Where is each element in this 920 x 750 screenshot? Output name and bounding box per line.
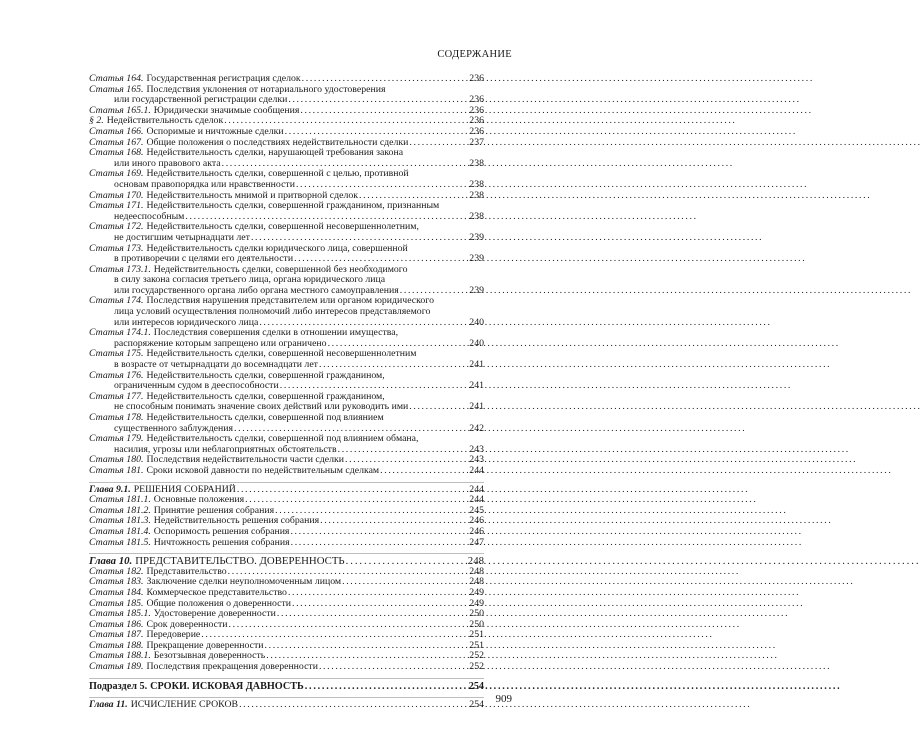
toc-entry-page: 237 [469,136,484,148]
toc-entry-title: Срок доверенности [146,618,228,630]
toc-entry[interactable] [89,74,484,85]
toc-entry-title: в возрасте от четырнадцати до восемнадцати лет [114,359,318,371]
toc-entry-page: 254 [468,680,484,692]
toc-entry-title: распоряжение которым запрещено или ограничено [114,337,327,349]
toc-entry-line [89,413,484,424]
toc-entry-title: или государственного органа либо органа местного самоуправления [114,284,399,296]
toc-entry-title: Юридически значимые сообщения [153,104,300,116]
toc-entry-title: Оспоримость решения собрания [153,525,290,537]
toc-entry-page: 246 [469,515,484,527]
toc-entry[interactable] [89,588,484,599]
toc-entry[interactable] [89,413,484,434]
toc-entry-label: Статья 181.5. [89,536,151,548]
toc-entry-title: недееспособным [114,210,185,222]
toc-entry-title: Недействительность сделки, совершенной несовершеннолетним [146,348,417,360]
page-number: 909 [495,693,512,705]
toc-entry-title: лица условий осуществления полномочий либо интересов представляемого [114,306,431,318]
table-of-contents [89,74,484,711]
toc-entry-title: существенного заблуждения [114,422,234,434]
toc-dot-leader [409,402,468,413]
toc-entry-page: 248 [467,555,484,568]
toc-entry-label: Статья 186. [89,618,144,630]
toc-entry-label: Статья 174.1. [89,327,151,339]
toc-entry-page: 244 [469,464,484,476]
toc-entry-label: Статья 189. [89,661,144,673]
toc-entry-label: Статья 165.1. [89,104,151,116]
toc-entry-label: Статья 167. [89,136,144,148]
toc-entry-page: 249 [469,597,484,609]
toc-entry-line [89,180,484,191]
toc-entry-title: не способным понимать значение своих действий или руководить ими [114,401,409,413]
toc-entry-page: 236 [469,73,484,84]
toc-entry-title: Прекращение доверенности [146,639,264,651]
toc-entry[interactable] [89,662,484,673]
toc-entry-page: 241 [469,401,484,413]
toc-entry-title: Недействительность сделки юридического лица, совершенной [146,242,408,254]
toc-dot-leader [291,538,469,549]
toc-entry-title: Недействительность сделок [106,115,224,127]
toc-entry-label: Статья 171. [89,200,144,212]
toc-entry-page: 239 [469,253,484,265]
toc-entry-page: 244 [469,494,484,506]
toc-entry-title: Недействительность сделки, совершенной под влиянием обмана, [146,433,419,445]
toc-entry-label: Статья 184. [89,586,144,598]
toc-entry-label: Статья 168. [89,147,144,159]
toc-entry[interactable] [89,148,484,169]
toc-entry-title: Последствия недействительности части сделки [146,454,344,466]
toc-entry-label: Статья 164. [89,73,144,84]
toc-entry-title: Недействительность мнимой и притворной сделок [146,189,358,201]
toc-entry-label: Статья 181.3. [89,515,151,527]
toc-entry-page: 236 [469,115,484,127]
toc-entry-title: Недействительность сделки, совершенной гражданином, признанным [146,200,440,212]
toc-entry-title: Общие положения о доверенности [146,597,291,609]
toc-entry-label: Глава 10. [89,555,133,568]
toc-entry[interactable] [89,244,484,265]
toc-entry-title: Недействительность сделки, совершенной гражданином, [146,390,385,402]
toc-entry[interactable] [89,434,484,455]
toc-entry-page: 251 [469,639,484,651]
toc-entry-title: насилия, угрозы или неблагоприятных обстоятельств [114,443,337,455]
toc-entry-page: 244 [469,483,484,495]
toc-entry-page: 238 [469,157,484,169]
toc-entry-title: Недействительность сделки, совершенной с целью, противной [146,168,409,180]
toc-entry-title: РЕШЕНИЯ СОБРАНИЙ [133,483,236,495]
toc-entry-page: 252 [469,661,484,673]
toc-entry-label: Статья 176. [89,369,144,381]
toc-entry-page: 240 [469,316,484,328]
toc-entry-title: Принятие решения собрания [153,504,275,516]
toc-entry-label: Статья 175. [89,348,144,360]
toc-dot-leader [285,127,469,138]
toc-entry-label: Статья 174. [89,295,144,307]
toc-entry-page: 246 [469,525,484,537]
toc-entry-label: Статья 179. [89,433,144,445]
toc-entry-label: Статья 172. [89,221,144,233]
toc-entry-title: Последствия уклонения от нотариального удостоверения [146,83,386,95]
toc-entry-title: не достигшим четырнадцати лет [114,231,250,243]
toc-dot-leader [380,466,468,477]
toc-entry-line [89,233,484,244]
toc-entry-page: 240 [469,337,484,349]
toc-entry-label: Глава 11. [89,699,128,711]
toc-entry-title: Удостоверение доверенности [153,608,276,620]
toc-entry-label: Статья 180. [89,454,144,466]
toc-entry-label: Глава 9.1. [89,483,131,495]
toc-entry-page: 248 [469,576,484,588]
toc-entry-title: или интересов юридического лица [114,316,259,328]
toc-entry-label: Статья 181.2. [89,504,151,516]
toc-entry-label: Статья 185.1. [89,608,151,620]
toc-dot-leader [239,700,468,711]
toc-entry-title: Заключение сделки неуполномоченным лицом [146,576,342,588]
toc-entry-title: СРОКИ. ИСКОВАЯ ДАВНОСТЬ [150,680,304,692]
toc-entry-page: 252 [469,650,484,662]
toc-entry-page: 236 [469,104,484,116]
toc-entry-title: в силу закона согласия третьего лица, органа юридического лица [114,274,386,286]
toc-entry-page: 236 [469,125,484,137]
toc-entry-page: 238 [469,210,484,222]
toc-chapter[interactable] [89,697,484,711]
toc-entry-page: 239 [469,231,484,243]
toc-entry-page: 254 [469,699,484,711]
toc-entry[interactable] [89,328,484,349]
toc-entry-page: 247 [469,536,484,548]
toc-entry[interactable] [89,527,484,538]
toc-entry-label: Статья 187. [89,629,144,641]
toc-entry-title: Основные положения [153,494,245,506]
toc-entry-title: ИСЧИСЛЕНИЕ СРОКОВ [130,699,239,711]
toc-entry-label: Статья 181.4. [89,525,151,537]
toc-entry[interactable] [89,349,484,370]
toc-entry-title: Недействительность сделки, совершенной гражданином, [146,369,385,381]
toc-entry-title: основам правопорядка или нравственности [114,178,295,190]
toc-entry-label: Статья 181.1. [89,494,151,506]
toc-entry-title: Безотзывная доверенность [153,650,266,662]
toc-entry-label: Статья 188. [89,639,144,651]
toc-dot-leader [288,588,468,599]
toc-entry-title: Последствия нарушения представителем или органом юридического [146,295,434,307]
toc-entry-title: Сроки исковой давности по недействительным сделкам [146,464,380,476]
toc-entry-page: 251 [469,629,484,641]
toc-dot-leader [290,527,468,538]
toc-entry-label: Статья 182. [89,565,144,577]
toc-entry-label: Статья 166. [89,125,144,137]
toc-dot-leader [319,662,468,673]
toc-entry[interactable] [89,201,484,222]
toc-entry-label: Статья 169. [89,168,144,180]
toc-entry-title: Общие положения о последствиях недействительности сделки [146,136,409,148]
toc-entry-page: 243 [469,454,484,466]
toc-entry[interactable] [89,538,484,549]
toc-chapter[interactable] [89,553,484,567]
toc-entry-title: Недействительность сделки, нарушающей требования закона [146,147,404,159]
toc-entry-label: Статья 165. [89,83,144,95]
toc-entry-title: в противоречии с целями его деятельности [114,253,294,265]
toc-entry-label: Статья 185. [89,597,144,609]
toc-entry-title: или иного правового акта [114,157,221,169]
toc-entry-page: 241 [469,359,484,371]
toc-entry-label: Статья 178. [89,412,144,423]
toc-entry-title: Недействительность сделки, совершенной без необходимого [153,263,408,275]
toc-entry[interactable] [89,296,484,328]
toc-entry-label: Статья 173.1. [89,263,151,275]
toc-entry-title: Недействительность решения собрания [153,515,320,527]
toc-entry-label: Статья 181. [89,464,144,476]
toc-entry-page: 248 [469,565,484,577]
toc-entry-title: Представительство [146,565,227,577]
toc-entry[interactable] [89,222,484,243]
toc-entry-label: Статья 177. [89,390,144,402]
toc-entry-page: 239 [469,284,484,296]
toc-entry[interactable] [89,265,484,297]
toc-entry-title: или государственной регистрации сделки [114,94,288,106]
toc-entry-label: Статья 170. [89,189,144,201]
toc-dot-leader [409,138,468,149]
toc-entry-page: 238 [469,178,484,190]
toc-entry[interactable] [89,127,484,138]
toc-dot-leader [251,233,468,244]
toc-entry[interactable] [89,169,484,190]
toc-entry-label: Статья 188.1. [89,650,151,662]
toc-entry-title: Коммерческое представительство [146,586,287,598]
toc-entry-label: § 2. [89,115,104,127]
toc-entry-page: 238 [469,189,484,201]
toc-entry-title: Ничтожность решения собрания [153,536,290,548]
toc-entry-label: Статья 183. [89,576,144,588]
toc-entry-title: Государственная регистрация сделок [146,73,301,84]
toc-entry-page: 241 [469,380,484,392]
toc-entry-page: 249 [469,586,484,598]
toc-entry-title: ПРЕДСТАВИТЕЛЬСТВО. ДОВЕРЕННОСТЬ [135,555,345,568]
toc-entry-title: Передоверие [146,629,201,641]
toc-entry-title: Последствия совершения сделки в отношении имущества, [153,327,399,339]
toc-entry[interactable] [89,466,484,477]
toc-entry-title: Недействительность сделки, совершенной под влиянием [146,412,384,423]
toc-dot-leader [302,74,469,85]
toc-dot-leader [296,180,468,191]
toc-entry[interactable] [89,85,484,106]
toc-entry-page: 242 [469,422,484,434]
toc-entry-title: ограниченным судом в дееспособности [114,380,279,392]
toc-entry-page: 245 [469,504,484,516]
toc-entry-title: Последствия прекращения доверенности [146,661,318,673]
toc-entry-label: Статья 173. [89,242,144,254]
toc-subdivision[interactable] [89,678,484,693]
toc-chapter[interactable] [89,482,484,496]
toc-dot-leader [305,682,468,693]
toc-entry-title: Недействительность сделки, совершенной несовершеннолетним, [146,221,419,233]
toc-entry-page: 236 [469,94,484,106]
toc-entry-page: 243 [469,443,484,455]
toc-entry-label: Подраздел 5. [89,680,148,692]
page-header-title: СОДЕРЖАНИЕ [437,49,512,60]
toc-entry[interactable] [89,371,484,392]
toc-entry-title: Оспоримые и ничтожные сделки [146,125,284,137]
toc-entry-page: 250 [469,618,484,630]
toc-entry[interactable] [89,392,484,413]
toc-entry-page: 250 [469,608,484,620]
